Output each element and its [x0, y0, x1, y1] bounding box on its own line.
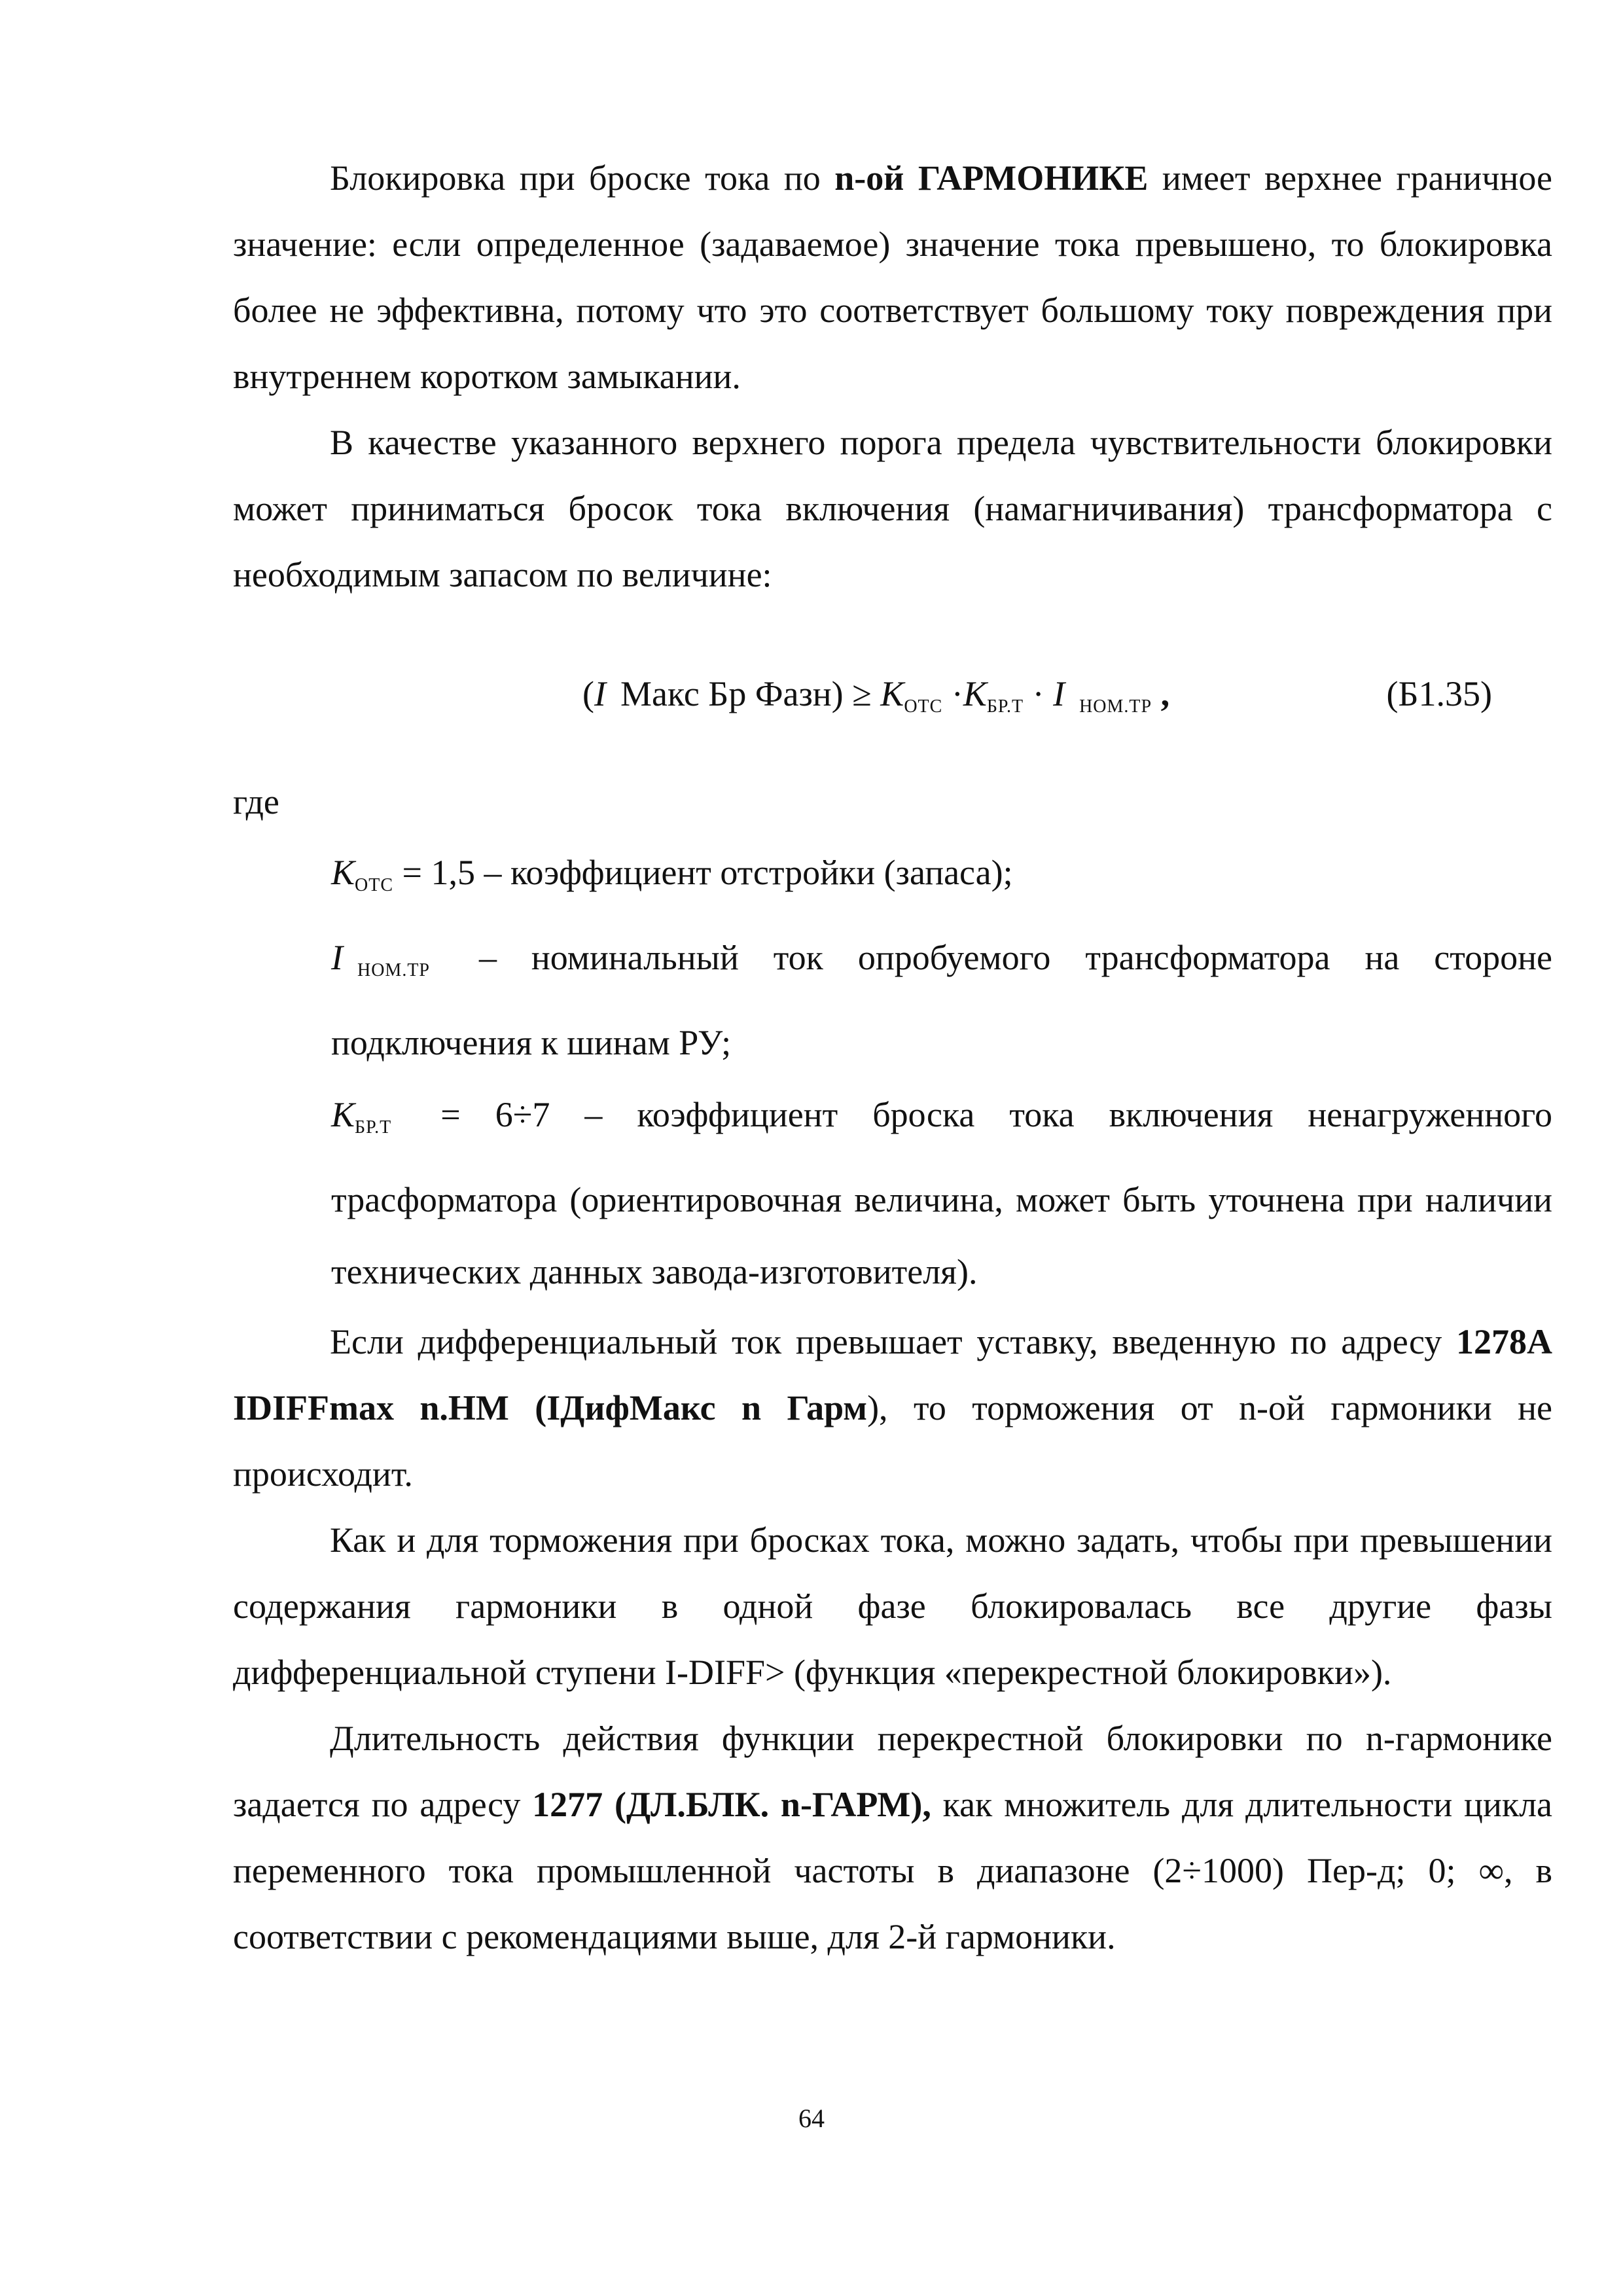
paragraph-harmonic-limit: Блокировка при броске тока по n-ой ГАРМОНИКЕ имеет верхнее граничное значение: если определенное (задаваемое) значение тока превышено, то блокировка более не эффективна, потому что это соответствует большому току повреждения при внутреннем коротком замыкании.: [233, 158, 1552, 396]
main-section: [233, 1309, 1552, 1970]
paragraph-duration: Длительность действия функции перекрестной блокировки по n-гармонике задается по адресу 1277 (ДЛ.БЛК. n-ГАРМ), как множитель для длительности цикла переменного тока промышленной частоты в диапазоне (2÷1000) Пер-д; 0; ∞, в соответствии с рекомендациями выше, для 2-й гармоники.: [233, 1719, 1553, 1956]
page-number: 64: [798, 2104, 825, 2133]
definition-k-otc: $K_{ОТС} = 1,5$ – коэффициент отстройки (запаса);: [331, 853, 1013, 895]
where-section: [233, 769, 1552, 835]
formula-expression: (I Макс Бр Фазн) ≥ $K_{ОТС} \cdot K_{БР.Т} \cdot I$ $_{НОМ.ТР}$ ,: [582, 674, 1170, 717]
paragraph-cross-blocking: Как и для торможения при бросках тока, можно задать, чтобы при превышении содержания гармоники в одной фазе блокировалась все другие фазы дифференциальной ступени I-DIFF> (функция «перекрестной блокировки»).: [233, 1520, 1552, 1692]
paragraph-diff-current: Если дифференциальный ток превышает уставку, введенную по адресу 1278A IDIFFmax n.HM (IДифМакс n Гарм), то торможения от n-ой гармоники не происходит.: [233, 1322, 1552, 1494]
where-label: где: [233, 782, 279, 821]
intro-section: [233, 145, 1552, 608]
definition-i-nom: I $_{НОМ.ТР}$ – номинальный ток опробуемого трансформатора на стороне подключения к шинам РУ;: [331, 938, 1552, 1062]
formula-b1-35: [233, 658, 1552, 730]
definition-k-br: $K_{БР.Т} = 6\div 7$ – коэффициент броска тока включения ненагруженного трасформатора (ориентировочная величина, может быть уточнена при наличии технических данных завода-изготовителя).: [331, 1095, 1552, 1291]
formula-number: (Б1.35): [1386, 674, 1492, 713]
bold-address-1278a: 1278A IDIFFmax n.HM (IДифМакс n Гарм: [233, 1322, 1552, 1427]
paragraph-threshold: В качестве указанного верхнего порога предела чувствительности блокировки может приниматься бросок тока включения (намагничивания) трансформатора с необходимым запасом по величине:: [233, 423, 1552, 594]
bold-address-1277: 1277 (ДЛ.БЛК. n-ГАРМ),: [532, 1785, 931, 1824]
definitions-list: [331, 836, 1552, 1308]
bold-term: n-ой ГАРМОНИКЕ: [834, 158, 1149, 198]
